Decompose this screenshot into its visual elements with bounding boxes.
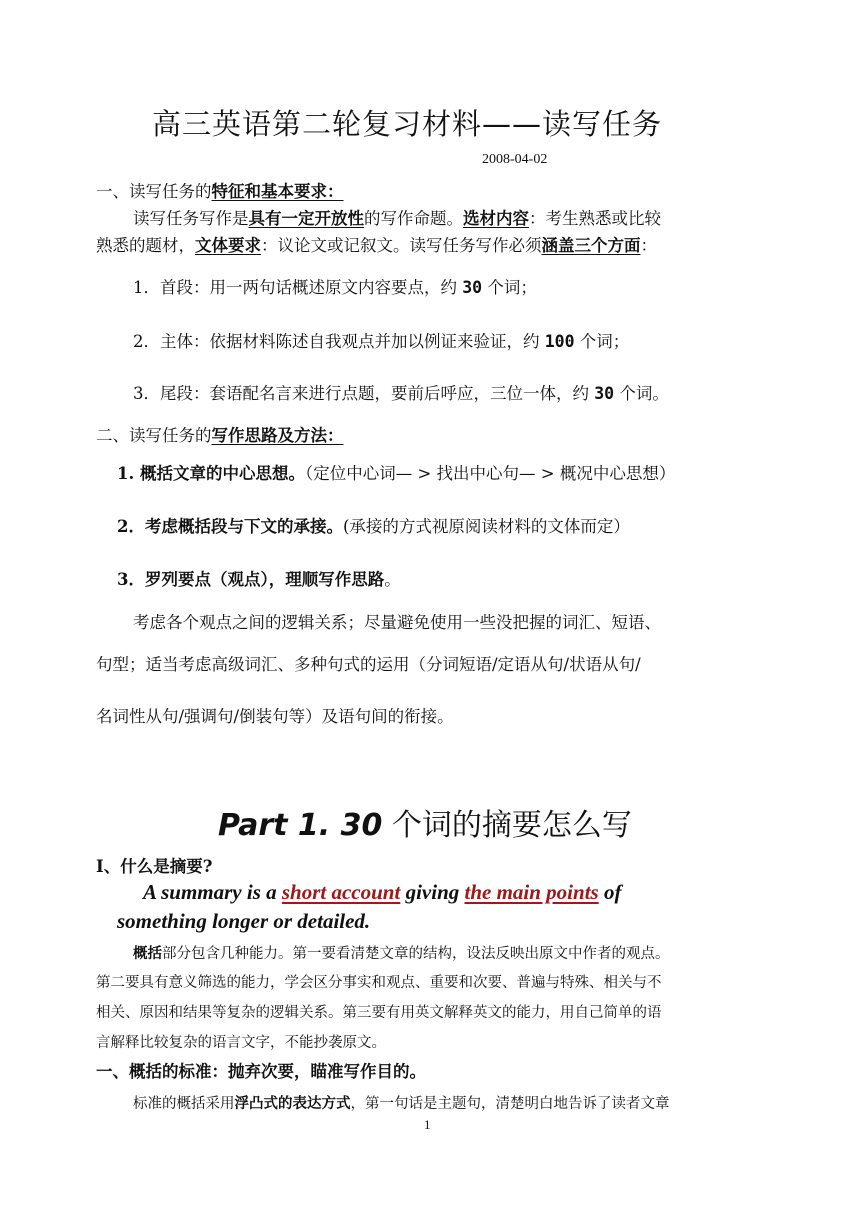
section2-item-2: 2．考虑概括段与下文的承接。(承接的方式视原阅读材料的文体而定） xyxy=(117,517,630,536)
section2-para-line2: 句型；适当考虑高级词汇、多种句式的运用（分词短语/定语从句/状语从句/ xyxy=(96,655,641,674)
document-title: 高三英语第二轮复习材料——读写任务 xyxy=(152,107,663,141)
summary-definition-line2: something longer or detailed. xyxy=(117,909,371,933)
q1-paragraph-line3: 相关、原因和结果等复杂的逻辑关系。第三要有用英文解释英文的能力，用自己简单的语 xyxy=(96,1005,662,1021)
section2-para-line1: 考虑各个观点之间的逻辑关系；尽量避免使用一些没把握的词汇、短语、 xyxy=(133,613,661,632)
section1-item-3: 3．尾段：套语配名言来进行点题，要前后呼应，三位一体，约 30 个词。 xyxy=(133,384,669,403)
page-number: 1 xyxy=(424,1117,431,1132)
section2-heading: 二、读写任务的写作思路及方法： xyxy=(96,426,344,445)
q1-paragraph-line2: 第二要具有意义筛选的能力，学会区分事实和观点、重要和次要、普遍与特殊、相关与不 xyxy=(96,975,662,991)
part1-title: Part 1. 30 个词的摘要怎么写 xyxy=(218,808,632,843)
section1-line1: 读写任务写作是具有一定开放性的写作命题。选材内容：考生熟悉或比较 xyxy=(133,209,661,228)
q1-heading: Ⅰ、什么是摘要? xyxy=(96,857,213,876)
q1-paragraph-line1: 概括部分包含几种能力。第一要看清楚文章的结构，设法反映出原文中作者的观点。 xyxy=(133,945,670,962)
summary-definition-line1: A summary is a short account giving the main points of xyxy=(143,880,622,904)
section1-item-1: 1．首段：用一两句话概述原文内容要点，约 30 个词； xyxy=(133,278,537,297)
section1-item-2: 2．主体：依据材料陈述自我观点并加以例证来验证，约 100 个词； xyxy=(133,332,630,351)
q2-heading: 一、概括的标准：抛弃次要，瞄准写作目的。 xyxy=(96,1062,426,1081)
section2-item-3: 3．罗列要点（观点），理顺写作思路。 xyxy=(117,570,401,589)
q1-paragraph-line4: 言解释比较复杂的语言文字，不能抄袭原文。 xyxy=(96,1035,386,1051)
document-date: 2008-04-02 xyxy=(482,152,548,167)
section1-heading: 一、读写任务的特征和基本要求： xyxy=(96,182,344,201)
section2-item-1: 1. 概括文章的中心思想。（定位中心词— > 找出中心句— > 概况中心思想） xyxy=(117,464,676,483)
section2-para-line3: 名词性从句/强调句/倒装句等）及语句间的衔接。 xyxy=(96,707,454,726)
section1-line2: 熟悉的题材，文体要求：议论文或记叙文。读写任务写作必须涵盖三个方面： xyxy=(96,236,657,255)
q2-line1: 标准的概括采用浮凸式的表达方式，第一句话是主题句，清楚明白地告诉了读者文章 xyxy=(133,1095,670,1112)
